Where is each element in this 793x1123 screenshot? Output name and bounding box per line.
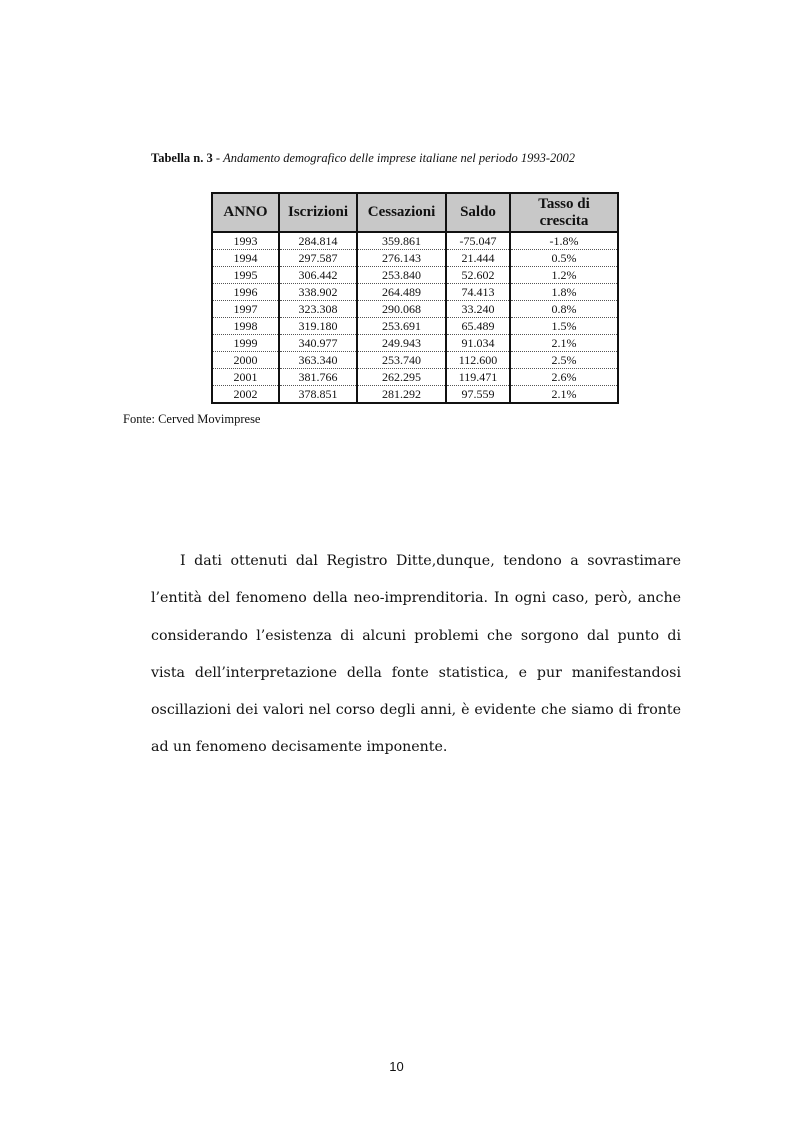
cell-saldo: 52.602 <box>446 267 510 284</box>
cell-iscrizioni: 338.902 <box>279 284 357 301</box>
cell-cessazioni: 253.840 <box>357 267 446 284</box>
cell-iscrizioni: 363.340 <box>279 352 357 369</box>
cell-tasso: -1.8% <box>510 232 617 250</box>
cell-iscrizioni: 284.814 <box>279 232 357 250</box>
header-cessazioni: Cessazioni <box>357 194 446 232</box>
cell-anno: 1993 <box>213 232 279 250</box>
cell-saldo: 21.444 <box>446 250 510 267</box>
table-row <box>213 250 617 267</box>
table-row <box>213 301 617 318</box>
cell-cessazioni: 276.143 <box>357 250 446 267</box>
cell-tasso: 2.6% <box>510 369 617 386</box>
page-number: 10 <box>389 1059 404 1074</box>
cell-iscrizioni: 297.587 <box>279 250 357 267</box>
cell-iscrizioni: 340.977 <box>279 335 357 352</box>
cell-iscrizioni: 323.308 <box>279 301 357 318</box>
cell-cessazioni: 281.292 <box>357 386 446 403</box>
cell-anno: 1996 <box>213 284 279 301</box>
cell-tasso: 2.1% <box>510 335 617 352</box>
caption-title: Andamento demografico delle imprese italiane nel periodo 1993-2002 <box>223 151 576 165</box>
table-header-row <box>213 194 617 232</box>
body-paragraph: I dati ottenuti dal Registro Ditte,dunque, tendono a sovrastimare l’entità del fenomeno della neo-imprenditoria. In ogni caso, però, anche considerando l’esistenza di alcuni problemi che sorgono dal punto di vista dell’interpretazione della fonte statistica, e pur manifestandosi oscillazioni dei valori nel corso degli anni, è evidente che siamo di fronte ad un fenomeno decisamente imponente. <box>151 553 681 756</box>
cell-saldo: 112.600 <box>446 352 510 369</box>
header-anno: ANNO <box>213 194 279 232</box>
table-row <box>213 232 617 250</box>
cell-saldo: 65.489 <box>446 318 510 335</box>
cell-anno: 1998 <box>213 318 279 335</box>
cell-anno: 1997 <box>213 301 279 318</box>
cell-cessazioni: 253.691 <box>357 318 446 335</box>
cell-tasso: 1.5% <box>510 318 617 335</box>
cell-saldo: 33.240 <box>446 301 510 318</box>
header-tasso-di-crescita: Tasso di crescita <box>510 194 617 232</box>
cell-anno: 1999 <box>213 335 279 352</box>
cell-anno: 1994 <box>213 250 279 267</box>
cell-tasso: 1.8% <box>510 284 617 301</box>
cell-iscrizioni: 319.180 <box>279 318 357 335</box>
cell-tasso: 2.5% <box>510 352 617 369</box>
table-row <box>213 267 617 284</box>
table-row <box>213 352 617 369</box>
cell-anno: 2001 <box>213 369 279 386</box>
cell-cessazioni: 249.943 <box>357 335 446 352</box>
cell-iscrizioni: 381.766 <box>279 369 357 386</box>
table-row <box>213 318 617 335</box>
cell-saldo: 91.034 <box>446 335 510 352</box>
cell-saldo: 97.559 <box>446 386 510 403</box>
table-row <box>213 284 617 301</box>
caption-label: Tabella n. 3 <box>151 151 213 165</box>
body-text <box>151 543 681 767</box>
cell-cessazioni: 264.489 <box>357 284 446 301</box>
cell-anno: 1995 <box>213 267 279 284</box>
cell-iscrizioni: 306.442 <box>279 267 357 284</box>
caption-separator: - <box>212 151 224 165</box>
cell-cessazioni: 359.861 <box>357 232 446 250</box>
cell-tasso: 2.1% <box>510 386 617 403</box>
table-row <box>213 335 617 352</box>
cell-tasso: 0.8% <box>510 301 617 318</box>
cell-cessazioni: 290.068 <box>357 301 446 318</box>
cell-anno: 2000 <box>213 352 279 369</box>
cell-saldo: 119.471 <box>446 369 510 386</box>
cell-anno: 2002 <box>233 387 258 401</box>
table-caption <box>151 151 575 166</box>
cell-iscrizioni: 378.851 <box>279 386 357 403</box>
table-row <box>213 369 617 386</box>
header-iscrizioni: Iscrizioni <box>279 194 357 232</box>
table-row <box>213 386 617 403</box>
source-note: Fonte: Cerved Movimprese <box>123 412 261 426</box>
cell-tasso: 1.2% <box>510 267 617 284</box>
cell-tasso: 0.5% <box>510 250 617 267</box>
demographics-table <box>211 192 619 404</box>
cell-cessazioni: 253.740 <box>357 352 446 369</box>
cell-saldo: 74.413 <box>446 284 510 301</box>
cell-cessazioni: 262.295 <box>357 369 446 386</box>
header-saldo: Saldo <box>446 194 510 232</box>
cell-saldo: -75.047 <box>446 232 510 250</box>
